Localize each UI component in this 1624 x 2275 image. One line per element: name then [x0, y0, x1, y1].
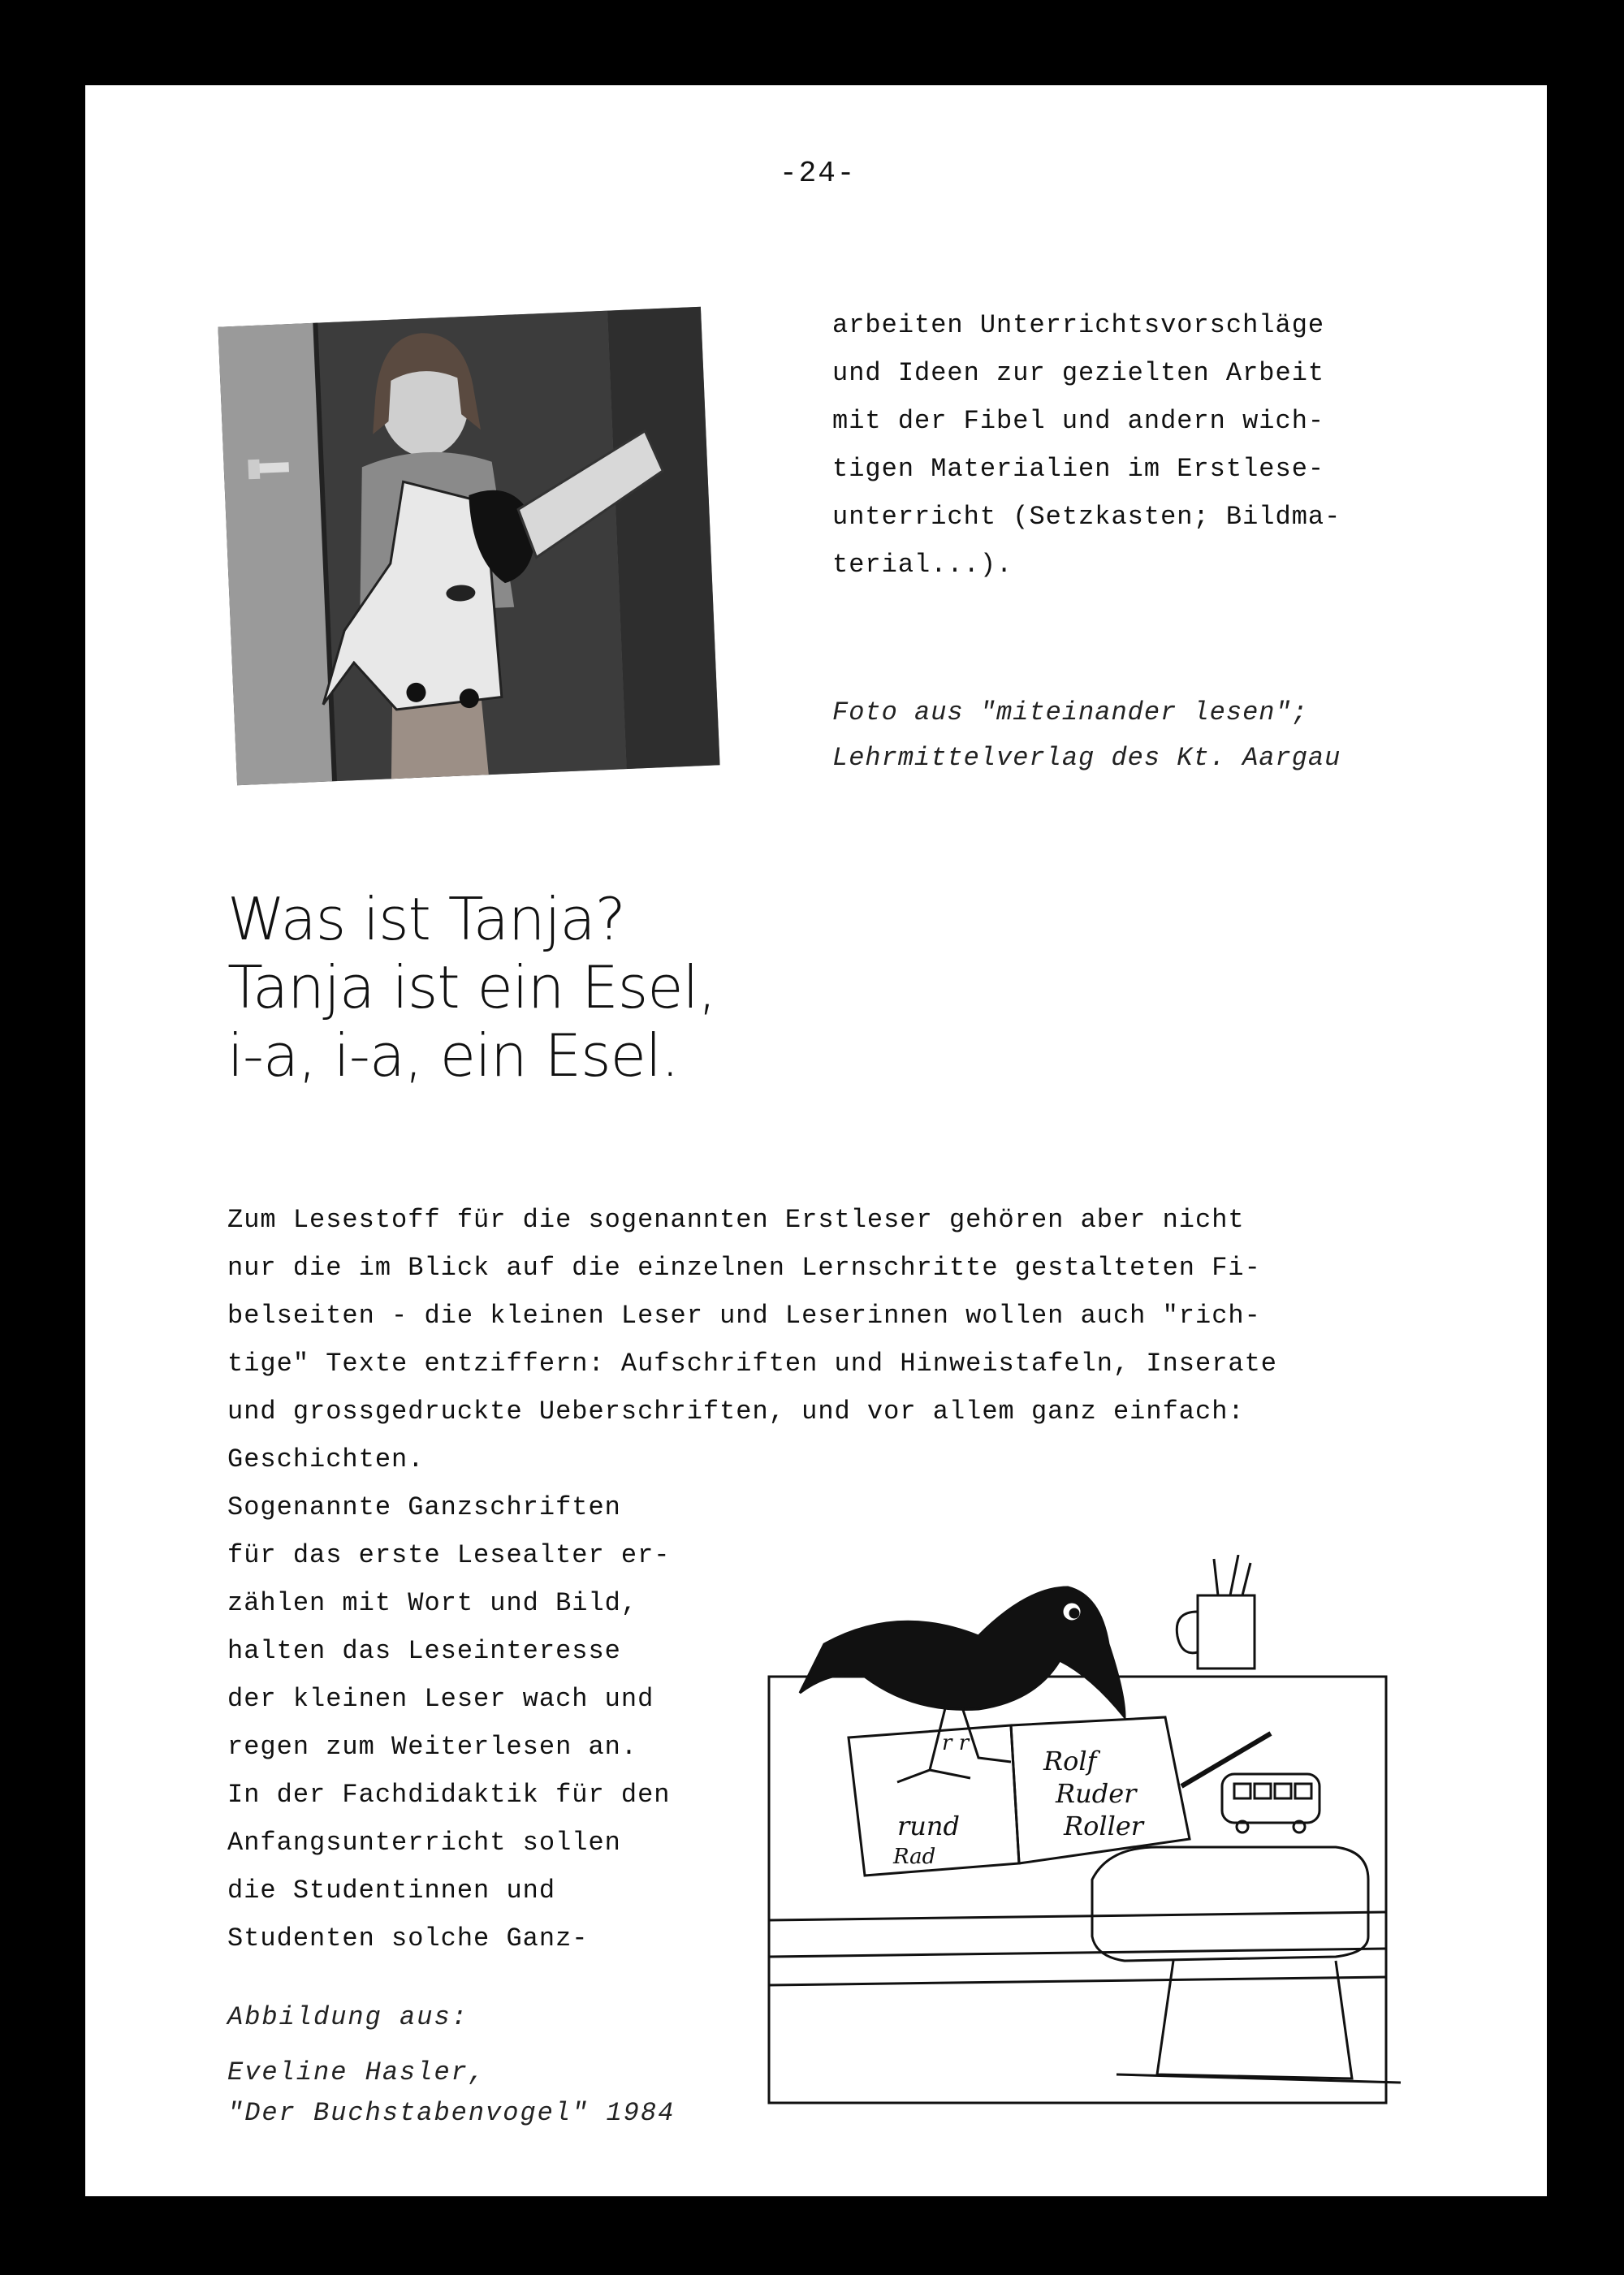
- body-line: zählen mit Wort und Bild,: [227, 1588, 638, 1618]
- fibel-line: Was ist Tanja?: [227, 885, 625, 953]
- illustration-credit: [227, 1997, 755, 2134]
- body-line: tige" Texte entziffern: Aufschriften und Hinweistafeln, Inserate: [227, 1349, 1277, 1379]
- intro-line: tigen Materialien im Erstlese-: [832, 454, 1325, 484]
- book-word: Ruder: [1056, 1778, 1137, 1809]
- photo-child-with-donkey-mask: [218, 307, 719, 785]
- body-line: Zum Lesestoff für die sogenannten Erstleser gehören aber nicht: [227, 1205, 1245, 1235]
- body-line: regen zum Weiterlesen an.: [227, 1732, 638, 1762]
- body-line: die Studentinnen und: [227, 1876, 556, 1906]
- body-line: In der Fachdidaktik für den: [227, 1780, 671, 1810]
- intro-line: arbeiten Unterrichtsvorschläge: [832, 310, 1325, 340]
- body-line: halten das Leseinteresse: [227, 1636, 621, 1666]
- intro-paragraph: [832, 301, 1466, 589]
- book-word: Rolf: [1043, 1746, 1097, 1776]
- book-word: rund: [897, 1811, 960, 1841]
- intro-line: und Ideen zur gezielten Arbeit: [832, 358, 1325, 388]
- intro-line: terial...).: [832, 550, 1013, 580]
- illustration-credit-line: "Der Buchstabenvogel" 1984: [227, 2098, 676, 2128]
- illustration-drawing: [767, 1555, 1498, 2107]
- fibel-line: i-a, i-a, ein Esel.: [227, 1021, 679, 1090]
- intro-line: mit der Fibel und andern wich-: [832, 406, 1325, 436]
- body-line: Sogenannte Ganzschriften: [227, 1492, 621, 1522]
- body-line: der kleinen Leser wach und: [227, 1684, 654, 1714]
- fibel-line: Tanja ist ein Esel,: [227, 953, 716, 1021]
- body-line: für das erste Lesealter er-: [227, 1540, 671, 1570]
- book-word: r r: [942, 1731, 970, 1755]
- body-line: und grossgedruckte Ueberschriften, und vor allem ganz einfach:: [227, 1397, 1245, 1427]
- body-line: Studenten solche Ganz-: [227, 1923, 589, 1953]
- illustration-credit-line: Eveline Hasler,: [227, 2057, 486, 2087]
- book-word: Rad: [893, 1845, 936, 1869]
- photo-credit-line: Lehrmittelverlag des Kt. Aargau: [832, 743, 1341, 773]
- intro-line: unterricht (Setzkasten; Bildma-: [832, 502, 1341, 532]
- document-page: [85, 85, 1547, 2196]
- body-line: Anfangsunterricht sollen: [227, 1828, 621, 1858]
- photo-credit: [832, 690, 1482, 781]
- photo-drawing: [218, 307, 719, 785]
- body-line: belseiten - die kleinen Leser und Leserinnen wollen auch "rich-: [227, 1301, 1261, 1331]
- illustration-credit-line: Abbildung aus:: [227, 2002, 469, 2032]
- fibel-sample-text: [227, 885, 715, 1090]
- body-line: Geschichten.: [227, 1444, 425, 1474]
- body-line: nur die im Blick auf die einzelnen Lernschritte gestalteten Fi-: [227, 1253, 1261, 1283]
- page-number: -24-: [780, 157, 857, 190]
- book-word: Roller: [1064, 1811, 1144, 1841]
- illustration-raven-desk: [767, 1555, 1498, 2107]
- photo-credit-line: Foto aus "miteinander lesen";: [832, 697, 1308, 727]
